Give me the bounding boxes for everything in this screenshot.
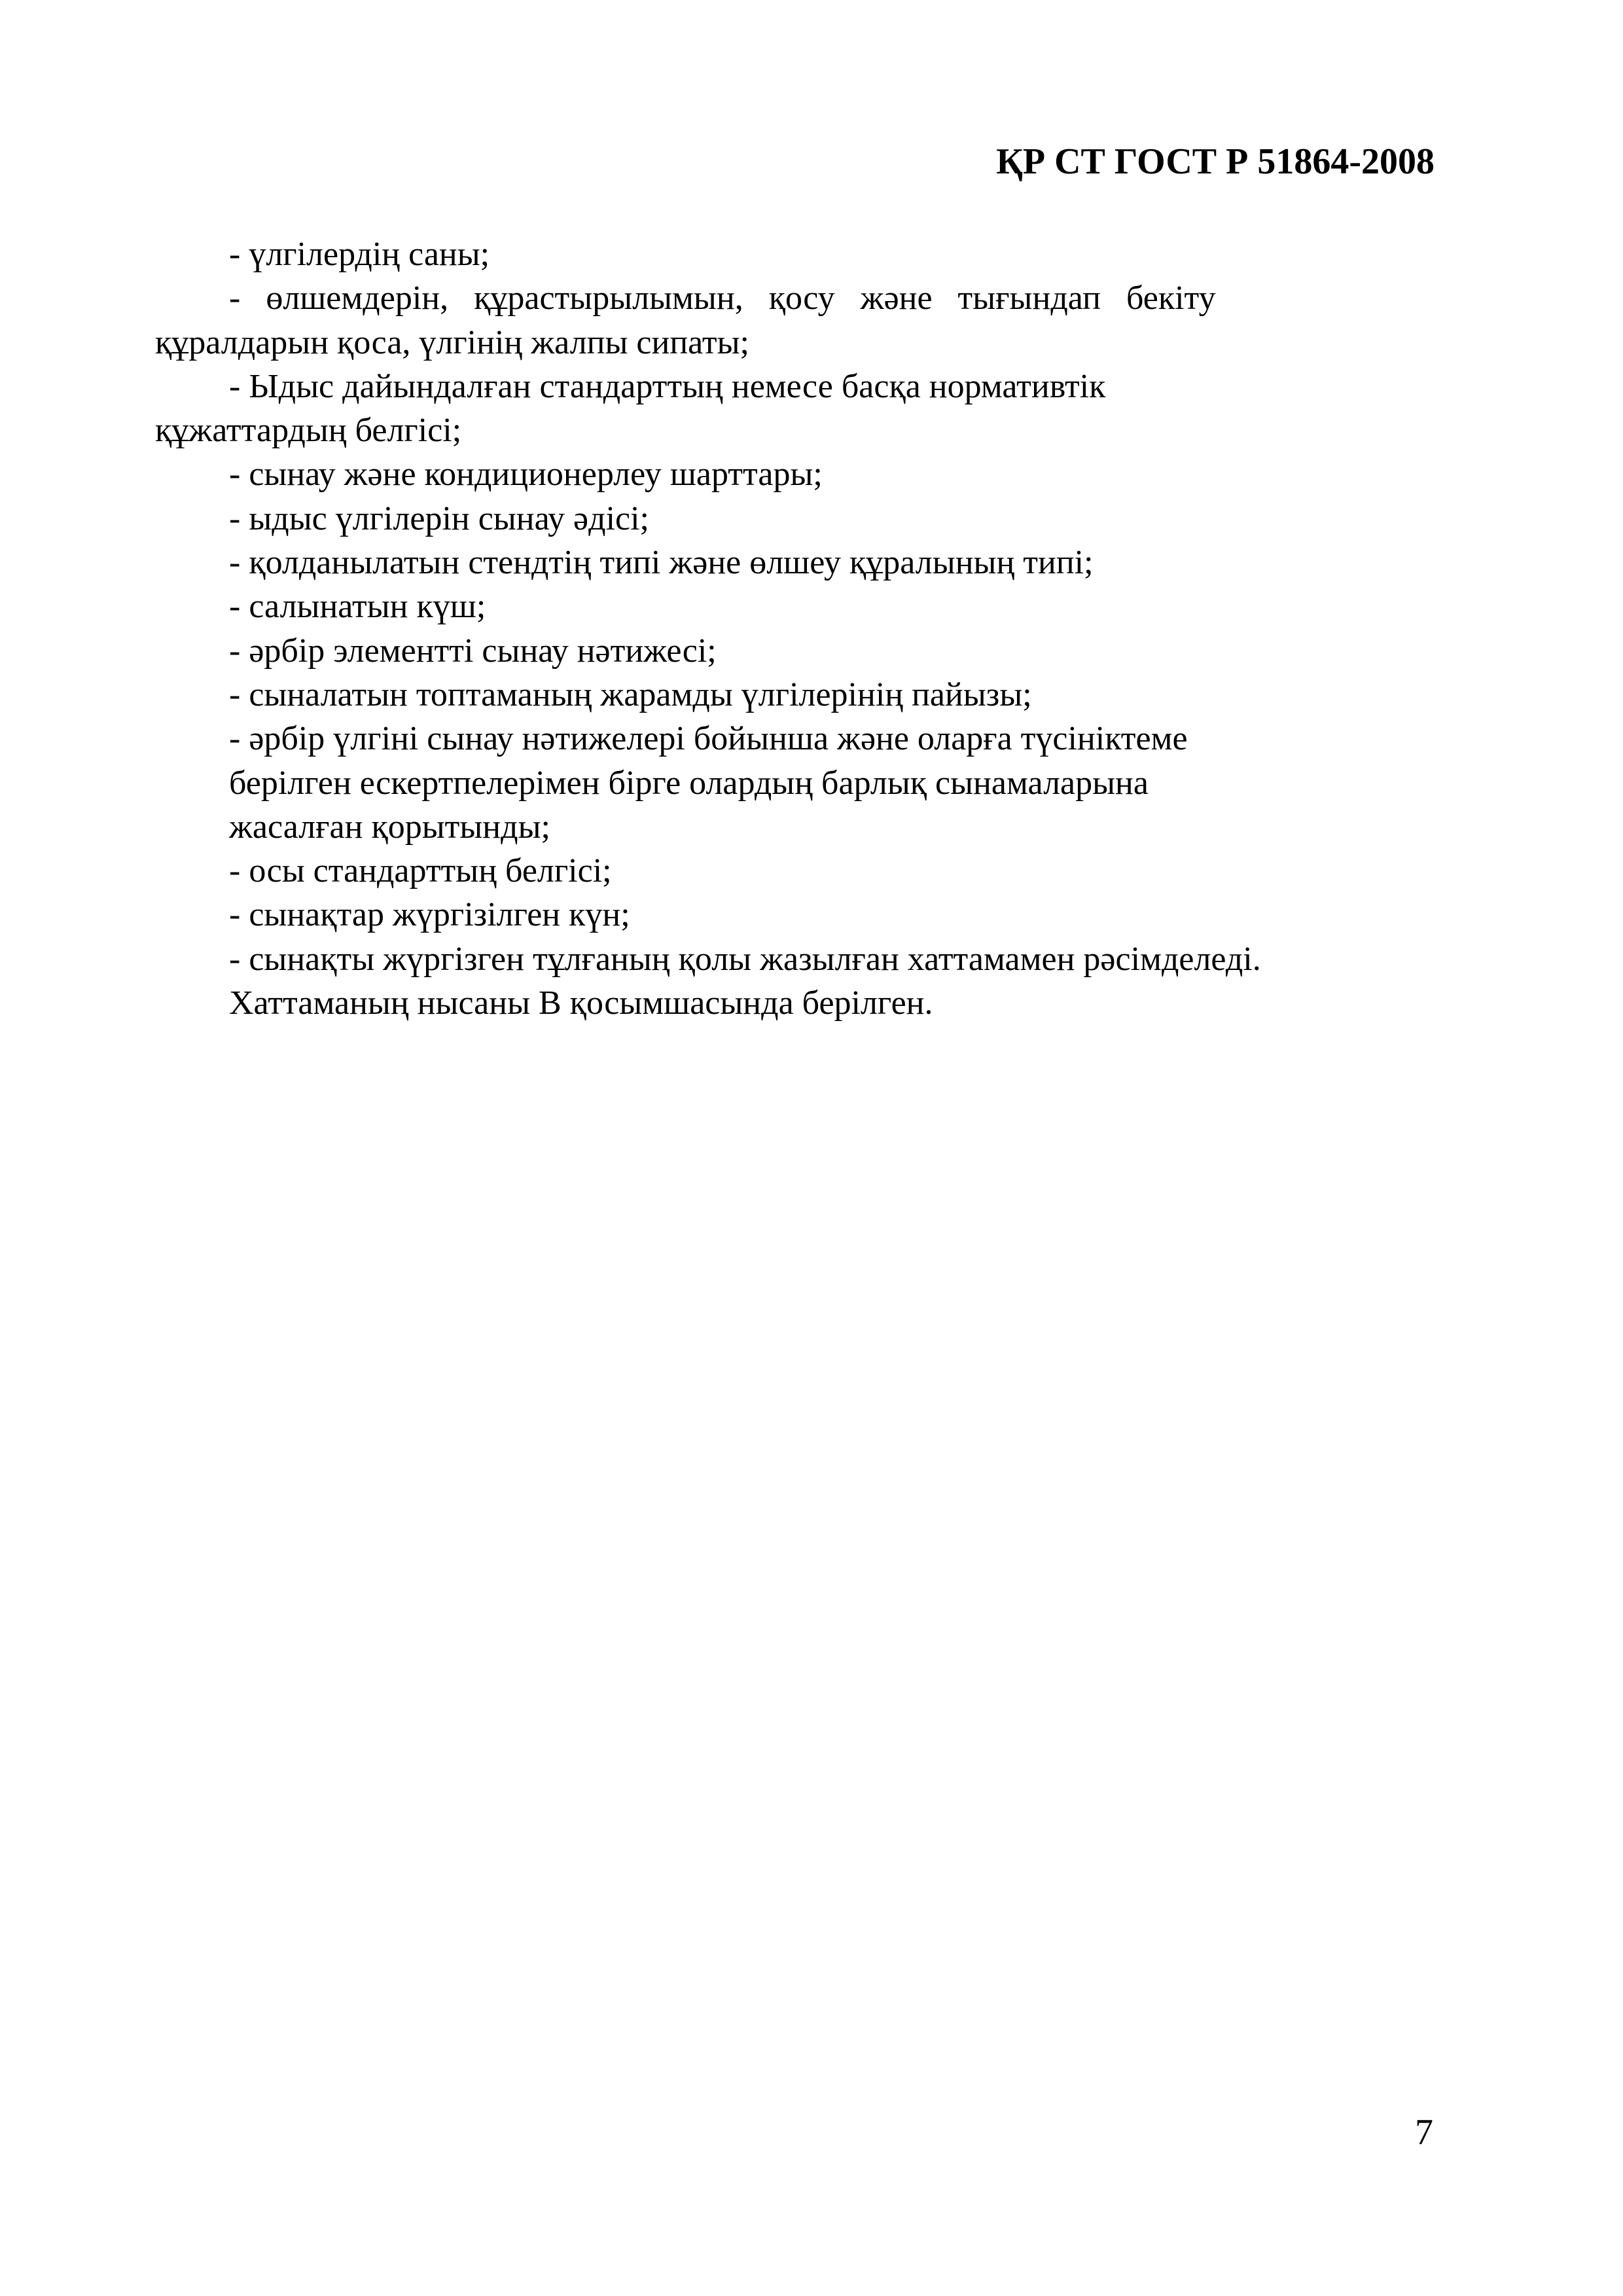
text-line: - осы стандарттың белгісі; (229, 852, 612, 890)
text-line: берілген ескертпелерімен бірге олардың барлық сынамаларына (229, 764, 1149, 802)
text-line: - қолданылатын стендтің типі және өлшеу құралының типі; (229, 544, 1094, 582)
text-line: - сынақты жүргізген тұлғаның қолы жазылған хаттамамен рәсімделеді. (229, 940, 1261, 978)
text-line: құжаттардың белгісі; (155, 412, 462, 450)
text-line: - сынақтар жүргізілген күн; (229, 896, 630, 934)
text-line: құралдарын қоса, үлгінің жалпы сипаты; (155, 323, 749, 361)
text-line: - Ыдыс дайындалған стандарттың немесе басқа нормативтік (229, 367, 1106, 405)
text-line: - өлшемдерін, құрастырылымын, қосу және тығындап бекіту (229, 279, 1216, 317)
text-line: - үлгілердің саны; (229, 236, 490, 273)
text-line: - сыналатын топтаманың жарамды үлгілерінің пайызы; (229, 675, 1032, 713)
text-line: Хаттаманың нысаны В қосымшасында берілген. (229, 984, 933, 1022)
document-body (155, 232, 1435, 1025)
document-code-header: ҚР СТ ГОСТ Р 51864-2008 (996, 141, 1435, 182)
text-line: - әрбір үлгіні сынау нәтижелері бойынша және оларға түсініктеме (229, 720, 1188, 758)
text-line: - әрбір элементті сынау нәтижесі; (229, 632, 717, 670)
text-line: - салынатын күш; (229, 588, 486, 626)
text-line: - ыдыс үлгілерін сынау әдісі; (229, 499, 650, 537)
page-number: 7 (1415, 2112, 1433, 2153)
text-line: жасалған қорытынды; (229, 808, 550, 846)
text-line: - сынау және кондиционерлеу шарттары; (229, 456, 823, 493)
